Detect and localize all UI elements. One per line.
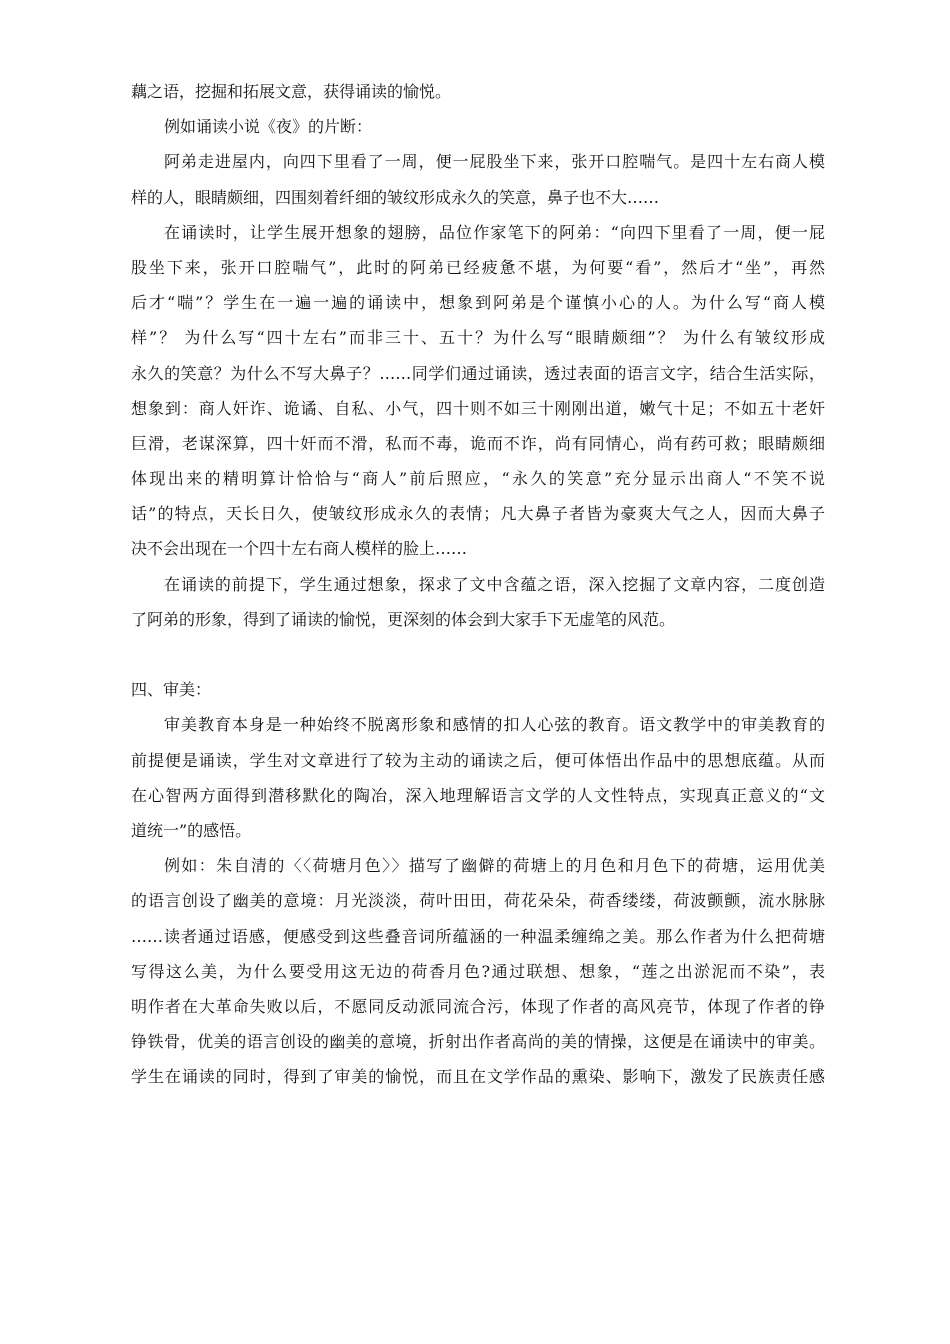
text-line: 铮铁骨，优美的语言创设的幽美的意境，折射出作者高尚的美的情操，这便是在诵读中的审美。 [131, 1032, 825, 1052]
text-line: 学生在诵读的同时，得到了审美的愉悦，而且在文学作品的熏染、影响下，激发了民族责任感 [131, 1067, 825, 1087]
text-line: 的语言创设了幽美的意境：月光淡淡，荷叶田田，荷花朵朵，荷香缕缕，荷波颤颤，流水脉脉 [131, 891, 825, 911]
text-line: 例如：朱自清的〈〈荷塘月色〉〉描写了幽僻的荷塘上的月色和月色下的荷塘，运用优美 [164, 856, 825, 876]
blank-line [131, 637, 825, 672]
text-line: 巨滑，老谋深算，四十奸而不滑，私而不毒，诡而不诈，尚有同情心，尚有药可救；眼睛颇细 [131, 433, 825, 453]
text-line: 样的人，眼睛颇细，四围刻着纤细的皱纹形成永久的笑意，鼻子也不大…… [131, 187, 660, 207]
text-line: 股坐下来，张开口腔喘气”，此时的阿弟已经疲惫不堪，为何要“看”，然后才“坐”，再然 [131, 257, 825, 277]
text-line: 阿弟走进屋内，向四下里看了一周，便一屁股坐下来，张开口腔喘气。是四十左右商人模 [164, 152, 825, 172]
text-line: 例如诵读小说《夜》的片断： [164, 117, 373, 137]
text-line: 明作者在大革命失败以后，不愿同反动派同流合污，体现了作者的高风亮节，体现了作者的铮 [131, 996, 825, 1016]
text-line: 永久的笑意？为什么不写大鼻子？……同学们通过诵读，透过表面的语言文字，结合生活实际， [131, 363, 825, 383]
text-line: 前提便是诵读，学生对文章进行了较为主动的诵读之后，便可体悟出作品中的思想底蕴。从而 [131, 750, 825, 770]
body-text [131, 74, 825, 1094]
text-line: 了阿弟的形象，得到了诵读的愉悦，更深刻的体会到大家手下无虚笔的风范。 [131, 609, 676, 629]
text-line: 在诵读时，让学生展开想象的翅膀，品位作家笔下的阿弟：“向四下里看了一周，便一屁 [164, 222, 825, 242]
text-line: 体现出来的精明算计恰恰与“商人”前后照应，“永久的笑意”充分显示出商人“不笑不说 [131, 469, 825, 489]
text-line: 话”的特点，天长日久，使皱纹形成永久的表情；凡大鼻子者皆为豪爽大气之人，因而大鼻子 [131, 504, 825, 524]
section-heading: 四、审美： [131, 680, 212, 700]
text-line: 样”？ 为什么写“四十左右”而非三十、五十？为什么写“眼睛颇细”？ 为什么有皱纹形成 [131, 328, 825, 348]
text-line: 决不会出现在一个四十左右商人模样的脸上…… [131, 539, 468, 559]
text-line: 藕之语，挖掘和拓展文意，获得诵读的愉悦。 [131, 82, 452, 101]
text-line: 想象到：商人奸诈、诡谲、自私、小气，四十则不如三十刚刚出道，嫩气十足；不如五十老奸 [131, 398, 825, 418]
text-line: 写得这么美，为什么要受用这无边的荷香月色?通过联想、想象，“莲之出淤泥而不染”，表 [131, 961, 825, 981]
text-line: ……读者通过语感，便感受到这些叠音词所蕴涵的一种温柔缠绵之美。那么作者为什么把荷塘 [131, 926, 825, 946]
text-line: 道统一”的感悟。 [131, 820, 252, 840]
text-line: 审美教育本身是一种始终不脱离形象和感情的扣人心弦的教育。语文教学中的审美教育的 [164, 715, 825, 735]
text-line: 在诵读的前提下，学生通过想象，探求了文中含蕴之语，深入挖掘了文章内容，二度创造 [164, 574, 825, 594]
text-line: 在心智两方面得到潜移默化的陶冶，深入地理解语言文学的人文性特点，实现真正意义的“文 [131, 785, 825, 805]
text-line: 后才“喘”？学生在一遍一遍的诵读中，想象到阿弟是个谨慎小心的人。为什么写“商人模 [131, 293, 825, 313]
